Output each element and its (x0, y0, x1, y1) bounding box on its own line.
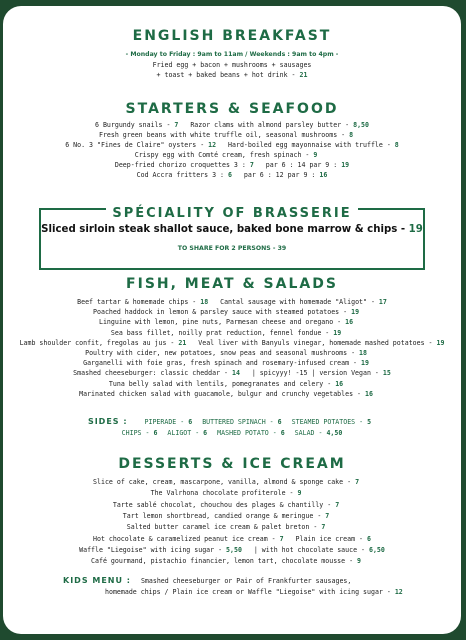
item-price: 7 (335, 500, 340, 509)
kids-line-2-text: homemade chips / Plain ice cream or Waffle "Liegoise" with icing sugar - (105, 588, 391, 596)
item-price: 7 (174, 121, 179, 129)
starters-item (3, 170, 461, 180)
item-price: 21 (178, 338, 187, 347)
mains-item (3, 358, 461, 368)
item-text-2: | with hot chocolate sauce - (253, 545, 365, 554)
item-text: Café gourmand, pistachio financier, lemon tart, chocolate mousse - (91, 557, 354, 566)
mains-item (3, 328, 461, 338)
item-text: The Valrhona chocolate profiterole - (150, 489, 294, 498)
item-text: Sea bass fillet, noilly prat reduction, fennel fondue - (110, 328, 330, 337)
item-price-2: 17 (378, 298, 387, 306)
item-text: Hot chocolate & caramelized peanut ice cream - (93, 534, 276, 543)
item-text: Tuna belly salad with lentils, pomegranates and celery - (108, 379, 332, 388)
item-price-2: 19 (436, 338, 445, 347)
item-price-2: 16 (319, 171, 328, 179)
kids-label: KIDS MENU : (63, 576, 131, 585)
speciality-price: 19 (408, 224, 423, 235)
item-price: 9 (297, 489, 302, 498)
item-price: 12 (208, 141, 217, 149)
item-price: 18 (200, 298, 209, 306)
side-item (122, 429, 158, 437)
side-price: 6 (277, 418, 282, 426)
item-text: Fresh green beans with white truffle oil, seasonal mushrooms - (98, 131, 346, 139)
item-text: Deep-fried chorizo croquettes 3 : (114, 161, 246, 169)
starters-item (3, 150, 461, 160)
side-name: CHIPS - (121, 429, 150, 437)
item-price: 16 (364, 389, 373, 398)
item-price: 18 (359, 349, 367, 357)
side-item (292, 418, 371, 426)
side-name: BUTTERED SPINACH - (202, 418, 274, 426)
mains-item (3, 297, 461, 307)
item-text: Garganelli with foie gras, fresh spinach and rosemary-infused cream - (83, 359, 358, 368)
item-text: Slice of cake, cream, mascarpone, vanilla, almond & sponge cake - (93, 478, 352, 486)
desserts-item (3, 511, 461, 521)
item-text-2: Plain ice cream - (295, 534, 364, 543)
starters-item (3, 120, 461, 130)
kids-line-1-text: Smashed cheeseburger or Pair of Frankfurter sausages, (140, 577, 352, 585)
side-name: ALIGOT - (167, 429, 200, 437)
side-price: 4,50 (326, 429, 343, 437)
desserts-item (3, 500, 461, 510)
breakfast-line-1: Fried egg + bacon + mushrooms + sausages (152, 61, 312, 69)
mains-item (3, 368, 461, 378)
item-price-2: 15 (382, 369, 391, 378)
sides-row-2 (3, 428, 461, 438)
item-price-2: 6 (367, 534, 371, 543)
side-item (167, 429, 207, 437)
breakfast-price: 21 (299, 71, 308, 79)
starters-item (3, 140, 461, 150)
mains-item (3, 317, 461, 327)
item-price: 5,50 (226, 545, 242, 554)
item-price-2: 6,50 (368, 545, 385, 554)
item-price: 6 (228, 171, 232, 179)
item-price: 9 (357, 557, 362, 566)
speciality-dish (41, 224, 423, 235)
item-text-2: Veal liver with Banyuls vinegar, homemade mashed potatoes - (198, 338, 433, 347)
side-name: PIPERADE - (144, 418, 185, 426)
item-text: 6 Burgundy snails - (95, 121, 171, 129)
item-price: 19 (361, 359, 369, 368)
item-price: 7 (321, 523, 326, 532)
side-item (145, 418, 193, 426)
sides-label: SIDES : (87, 417, 128, 426)
item-text: Waffle "Liegoise" with icing sugar - (79, 545, 223, 554)
starters-item (3, 130, 461, 140)
item-price: 9 (313, 151, 318, 159)
desserts-item (3, 522, 461, 532)
desserts-item (3, 534, 461, 544)
desserts-item (3, 556, 461, 566)
desserts-item (3, 488, 461, 498)
item-text-2: par 6 : 12 par 9 : (243, 171, 316, 179)
kids-line-1 (63, 575, 423, 587)
item-text: Linguine with lemon, pine nuts, Parmesan cheese and oregano - (98, 318, 342, 327)
breakfast-line-2 (3, 70, 461, 80)
item-text: Poultry with cider, new potatoes, snow peas and seasonal mushrooms - (85, 349, 356, 357)
mains-item (3, 348, 461, 358)
side-item (202, 418, 281, 426)
item-price: 16 (335, 379, 344, 388)
item-text: Cod Accra fritters 3 : (136, 171, 225, 179)
item-price: 7 (325, 511, 330, 520)
menu-page (3, 6, 461, 634)
side-price: 5 (367, 418, 372, 426)
item-price: 16 (345, 318, 354, 327)
mains-title: FISH, MEAT & SALADS (126, 276, 338, 292)
speciality-title: SPÉCIALITY OF BRASSERIE (106, 206, 357, 221)
speciality-dish-text: Sliced sirloin steak shallot sauce, baked bone marrow & chips - (41, 224, 406, 235)
item-price: 8 (349, 131, 354, 139)
side-name: SALAD - (294, 429, 323, 437)
item-text-2: Hard-boiled egg mayonnaise with truffle - (228, 141, 391, 149)
side-name: STEAMED POTATOES - (291, 418, 364, 426)
mains-item (3, 389, 461, 399)
item-text-2: Cantal sausage with homemade "Aligot" - (220, 298, 375, 306)
item-text: Marinated chicken salad with guacamole, bulgur and crunchy vegetables - (79, 389, 361, 398)
speciality-title-wrap (41, 202, 423, 221)
side-item (295, 429, 343, 437)
starters-item (3, 160, 461, 170)
item-text-2: par 6 : 14 par 9 : (265, 161, 338, 169)
mains-item (3, 379, 461, 389)
item-price-2: 8,50 (353, 121, 369, 129)
item-price: 19 (351, 308, 360, 317)
item-text: Crispy egg with Comté cream, fresh spinach - (134, 151, 310, 159)
item-price-2: 19 (341, 161, 350, 169)
sides-row-1 (3, 417, 461, 427)
kids-line-2 (105, 587, 461, 598)
item-text: Lamb shoulder confit, fregolas au jus - (19, 338, 175, 347)
item-text: Tarte sablé chocolat, chouchou des plages & chantilly - (112, 500, 332, 509)
breakfast-hours: - Monday to Friday : 9am to 11am / Weekends : 9am to 4pm - (125, 51, 339, 58)
item-price: 7 (355, 478, 360, 486)
desserts-item (3, 545, 461, 555)
item-price: 7 (279, 534, 284, 543)
item-text: Poached haddock in lemon & parsley sauce with steamed potatoes - (93, 308, 348, 317)
side-item (217, 429, 285, 437)
item-price: 7 (249, 161, 254, 169)
item-text-2: Razor clams with almond parsley butter - (190, 121, 350, 129)
item-price-2: 8 (394, 141, 399, 149)
side-price: 6 (188, 418, 193, 426)
side-price: 6 (153, 429, 158, 437)
item-text: Salted butter caramel ice cream & palet breton - (126, 523, 318, 532)
item-price: 14 (231, 369, 240, 378)
item-text: 6 No. 3 "Fines de Claire" oysters - (65, 141, 205, 149)
breakfast-line-2-text: + toast + baked beans + hot drink - (156, 71, 296, 79)
item-text-2: | spicyyy! -15 | version Vegan - (251, 369, 379, 378)
desserts-title: DESSERTS & ICE CREAM (118, 456, 346, 472)
mains-item (3, 307, 461, 317)
mains-item (3, 338, 461, 348)
side-price: 6 (280, 429, 285, 437)
side-price: 6 (203, 429, 208, 437)
item-text: Tart lemon shortbread, candied orange & meringue - (122, 511, 322, 520)
breakfast-title: ENGLISH BREAKFAST (132, 28, 332, 44)
speciality-box (39, 208, 425, 270)
speciality-share: TO SHARE FOR 2 PERSONS - 39 (177, 245, 287, 252)
starters-title: STARTERS & SEAFOOD (125, 101, 339, 117)
item-text: Smashed cheeseburger: classic cheddar - (73, 369, 228, 378)
desserts-item (3, 477, 461, 487)
side-name: MASHED POTATO - (217, 429, 277, 437)
item-price: 19 (333, 328, 342, 337)
item-text: Beef tartar & homemade chips - (77, 298, 197, 306)
kids-price: 12 (394, 588, 403, 596)
